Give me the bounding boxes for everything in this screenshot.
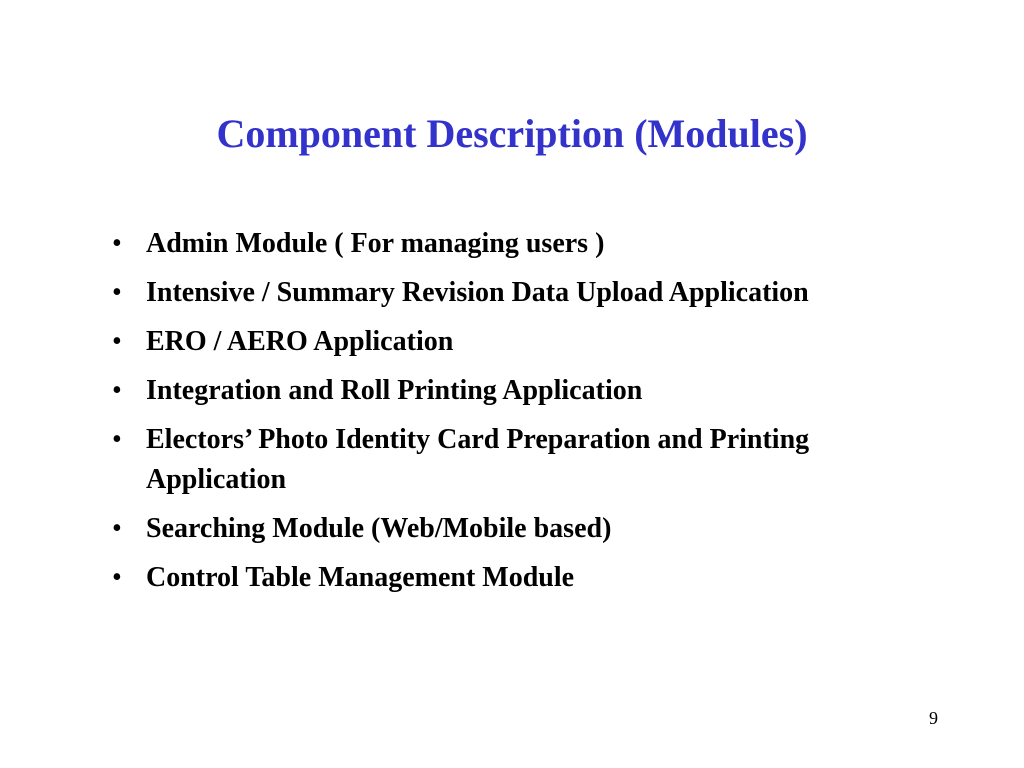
list-item — [112, 509, 872, 549]
bullet-icon: • — [112, 562, 122, 593]
bullet-list — [112, 224, 872, 607]
bullet-icon: • — [112, 375, 122, 406]
list-item — [112, 224, 872, 264]
list-item — [112, 371, 872, 411]
bullet-icon: • — [112, 326, 122, 357]
bullet-text: Control Table Management Module — [146, 562, 575, 593]
bullet-text: ERO / AERO Application — [146, 326, 454, 357]
bullet-icon: • — [112, 424, 122, 455]
page-number: 9 — [929, 708, 938, 728]
bullet-text: Intensive / Summary Revision Data Upload Application — [146, 277, 809, 308]
list-item — [112, 420, 872, 500]
bullet-icon: • — [112, 228, 122, 259]
list-item — [112, 273, 872, 313]
bullet-icon: • — [112, 277, 122, 308]
bullet-text: Admin Module ( For managing users ) — [146, 228, 605, 259]
list-item — [112, 558, 872, 598]
slide-title: Component Description (Modules) — [216, 111, 808, 156]
bullet-text: Integration and Roll Printing Application — [146, 375, 643, 406]
list-item — [112, 322, 872, 362]
bullet-text: Searching Module (Web/Mobile based) — [146, 513, 612, 544]
bullet-text: Electors’ Photo Identity Card Preparation and Printing Application — [146, 424, 810, 495]
bullet-icon: • — [112, 513, 122, 544]
